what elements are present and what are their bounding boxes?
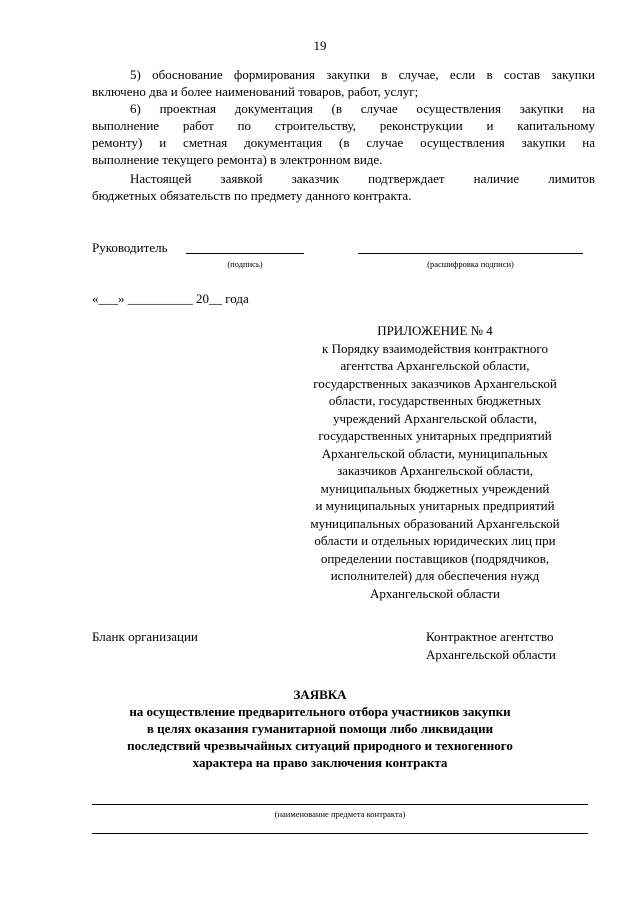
contract-subject-line-2 <box>92 833 588 834</box>
signature-caption: (подпись) <box>227 259 263 269</box>
confirm-line1: Настоящей заявкой заказчик подтверждает наличие лимитов <box>130 171 595 186</box>
contract-subject-line <box>92 804 588 805</box>
item5-line1: 5) обоснование формирования закупки в случае, если в состав закупки <box>130 67 595 82</box>
organization-blank-label: Бланк организации <box>92 629 198 644</box>
contract-subject-caption: (наименование предмета контракта) <box>274 809 406 819</box>
appendix-line: Архангельской области <box>370 585 500 601</box>
request-title-block <box>100 686 540 771</box>
recipient-line1: Контрактное агентство <box>426 629 554 644</box>
request-subtitle-line: на осуществление предварительного отбора участников закупки <box>129 704 511 719</box>
request-subtitle-line: характера на право заключения контракта <box>192 755 448 770</box>
date-line: «___» __________ 20__ года <box>92 291 249 306</box>
confirm-line2: бюджетных обязательств по предмету данного контракта. <box>92 188 412 203</box>
appendix-line: исполнителей) для обеспечения нужд <box>330 568 540 583</box>
appendix-line: агентства Архангельской области, <box>340 358 530 373</box>
appendix-title: ПРИЛОЖЕНИЕ № 4 <box>377 323 493 338</box>
request-subtitle-line: последствий чрезвычайных ситуаций природного и техногенного <box>127 738 513 753</box>
appendix-block <box>280 322 590 602</box>
appendix-line: государственных заказчиков Архангельской <box>313 375 557 391</box>
decode-caption: (расшифровка подписи) <box>427 259 514 269</box>
item6-line2: выполнение работ по строительству, реконструкции и капитальному <box>92 118 595 133</box>
item6-line4: выполнение текущего ремонта) в электронном виде. <box>92 152 383 167</box>
item5-line2: включено два и более наименований товаров, работ, услуг; <box>92 84 419 99</box>
item6-line3: ремонту) и сметная документация (в случае осуществления закупки на <box>92 135 595 150</box>
appendix-line: заказчиков Архангельской области, <box>337 463 533 478</box>
request-title: ЗАЯВКА <box>293 687 347 702</box>
appendix-line: муниципальных бюджетных учреждений <box>320 480 550 496</box>
recipient-line2: Архангельской области <box>426 647 556 662</box>
appendix-line: Архангельской области, муниципальных <box>321 445 549 461</box>
appendix-line: области, государственных бюджетных <box>328 393 542 408</box>
page-number: 19 <box>313 38 327 53</box>
item6-line1: 6) проектная документация (в случае осуществления закупки на <box>130 101 595 116</box>
appendix-line: области и отдельных юридических лиц при <box>314 533 556 548</box>
head-label: Руководитель <box>92 240 168 255</box>
appendix-line: государственных унитарных предприятий <box>318 428 552 443</box>
signature-line <box>186 253 304 254</box>
request-subtitle-line: в целях оказания гуманитарной помощи либо ликвидации <box>146 721 494 736</box>
appendix-line: учреждений Архангельской области, <box>333 410 537 426</box>
appendix-line: определении поставщиков (подрядчиков, <box>320 550 550 566</box>
appendix-line: и муниципальных унитарных предприятий <box>315 498 555 513</box>
appendix-line: к Порядку взаимодействия контрактного <box>322 340 548 356</box>
appendix-line: муниципальных образований Архангельской <box>310 515 560 531</box>
decode-line <box>358 253 583 254</box>
